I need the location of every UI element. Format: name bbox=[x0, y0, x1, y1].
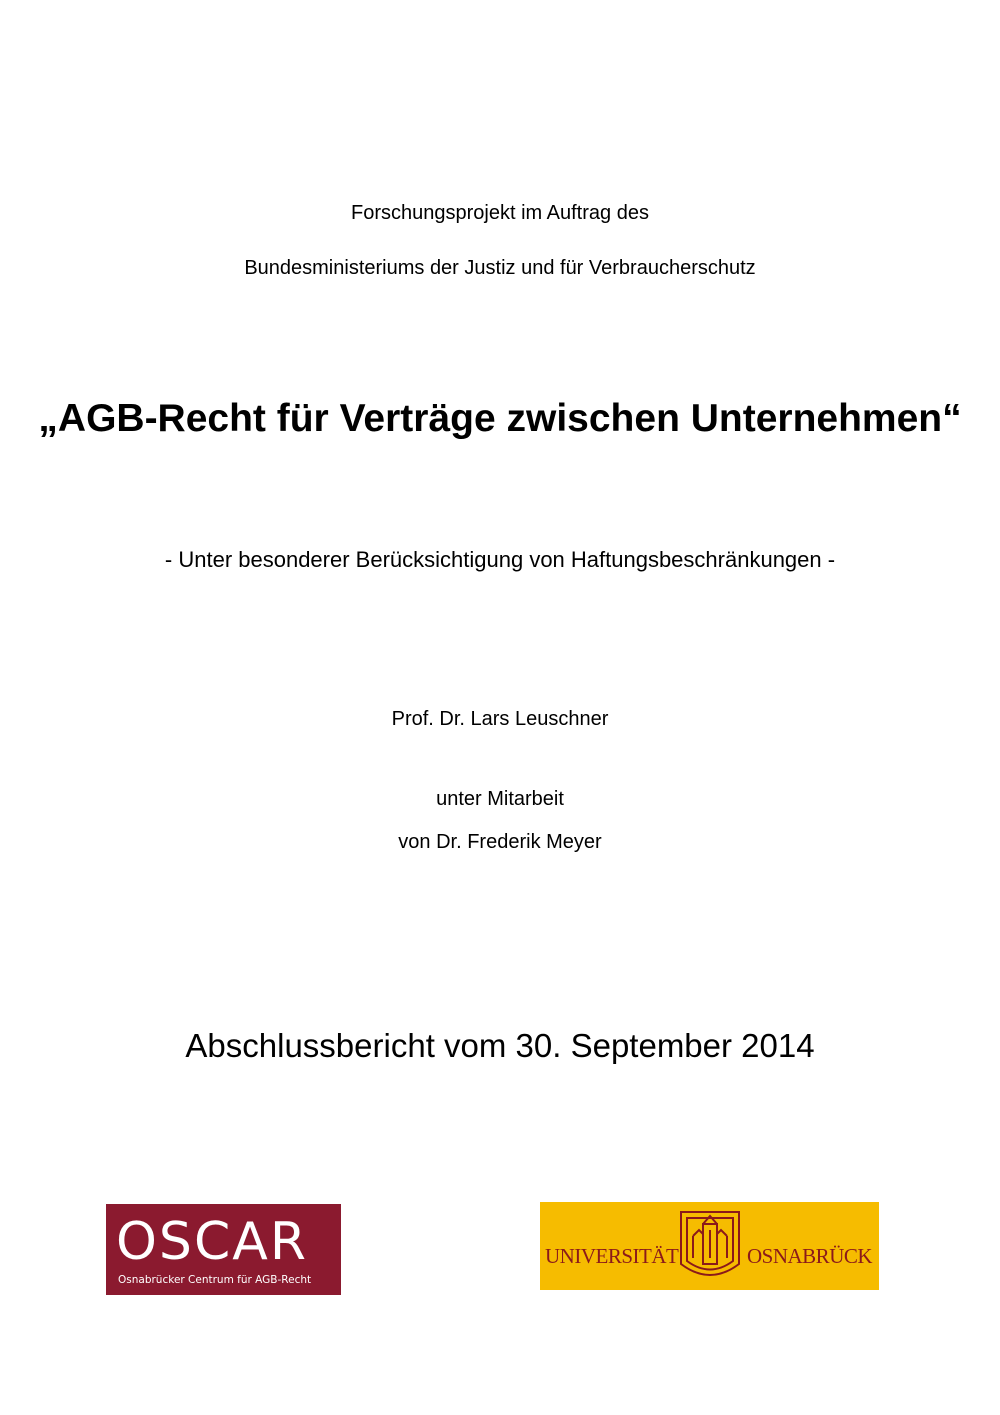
oscar-logo-word: OSCAR bbox=[116, 1212, 308, 1272]
document-title: „AGB-Recht für Verträge zwischen Unternehmen“ bbox=[38, 397, 962, 440]
university-logo-left-word: UNIVERSITÄT bbox=[545, 1244, 679, 1268]
university-logo-right-word: OSNABRÜCK bbox=[747, 1244, 873, 1268]
collaboration-line-2: von Dr. Frederik Meyer bbox=[398, 831, 602, 853]
report-date: Abschlussbericht vom 30. September 2014 bbox=[185, 1027, 815, 1064]
commission-line-1: Forschungsprojekt im Auftrag des bbox=[351, 202, 649, 224]
document-subtitle: - Unter besonderer Berücksichtigung von Haftungsbeschränkungen - bbox=[164, 547, 836, 572]
oscar-logo-subtitle: Osnabrücker Centrum für AGB-Recht bbox=[118, 1274, 312, 1286]
university-emblem-icon bbox=[677, 1206, 743, 1288]
commission-line-2: Bundesministeriums der Justiz und für Verbraucherschutz bbox=[244, 257, 756, 279]
oscar-logo bbox=[106, 1204, 341, 1295]
author-name: Prof. Dr. Lars Leuschner bbox=[391, 708, 609, 730]
collaboration-line-1: unter Mitarbeit bbox=[436, 788, 564, 810]
university-osnabrueck-logo bbox=[540, 1202, 879, 1290]
